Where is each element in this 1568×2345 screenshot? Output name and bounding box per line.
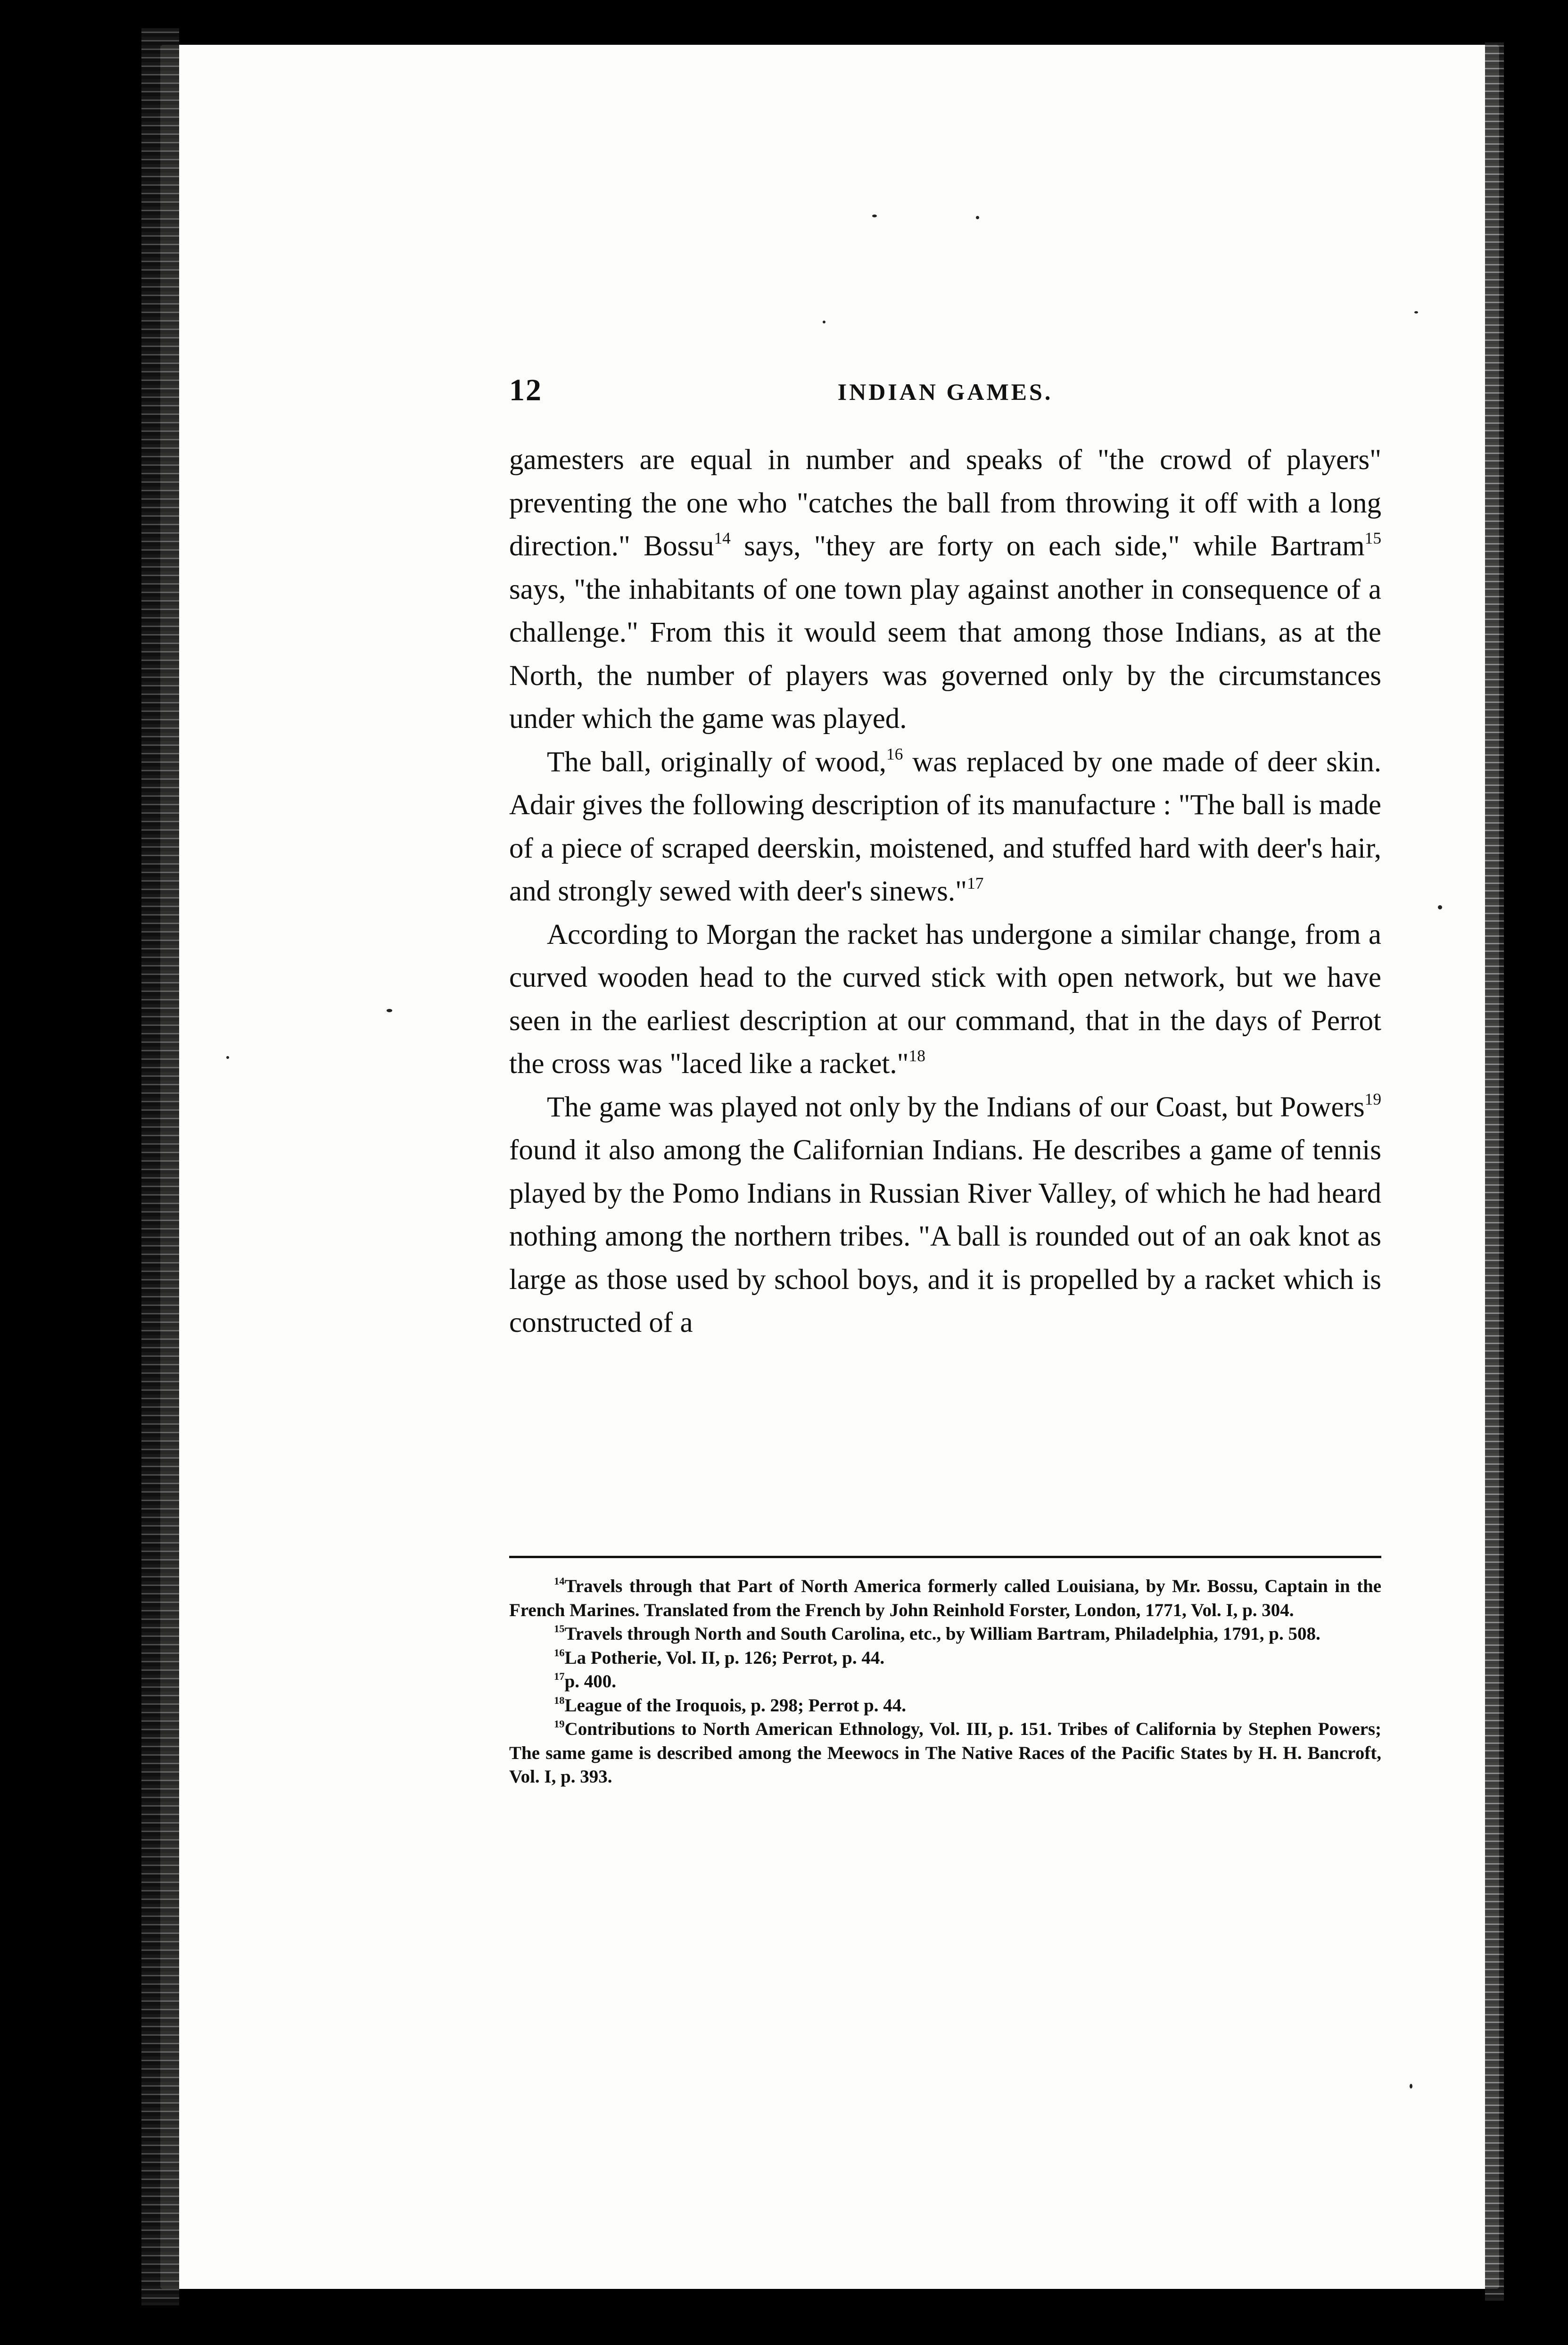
page-edge-right: [1485, 42, 1504, 2301]
footnote-reference: 18: [908, 1046, 925, 1065]
footnote-reference: 14: [714, 528, 731, 548]
body-text-run: gamesters are equal in number and speaks of "the crowd of players" preventing the one who "catches the ball from throwing it off with a long direction." Bossu: [509, 444, 1381, 562]
footnote: [509, 1646, 1381, 1670]
footnote-mark: 17: [554, 1670, 565, 1683]
footnote: [509, 1622, 1381, 1646]
footnote: [509, 1717, 1381, 1789]
body-text-run: The ball, originally of wood,: [547, 746, 887, 778]
footnote-text: La Potherie, Vol. II, p. 126; Perrot, p. 44.: [564, 1647, 885, 1668]
footnote: [509, 1670, 1381, 1694]
body-text: [509, 438, 1381, 1345]
page-number: 12: [509, 373, 542, 407]
body-paragraph: [509, 1086, 1381, 1345]
footnote-mark: 16: [554, 1646, 565, 1659]
body-text-run: The game was played not only by the Indians of our Coast, but Powers: [547, 1091, 1365, 1123]
footnote-text: p. 400.: [564, 1671, 617, 1692]
body-text-run: says, "they are forty on each side," while Bartram: [730, 530, 1365, 562]
footnote-reference: 15: [1364, 528, 1382, 548]
footnote-reference: 17: [967, 874, 984, 893]
footnote-mark: 19: [554, 1718, 565, 1730]
footnote-mark: 15: [554, 1623, 565, 1635]
footnote-text: Travels through that Part of North America formerly called Louisiana, by Mr. Bossu, Captain in the French Marines. Translated from the French by John Reinhold Forster, London, 1771, Vol. I, p. 304.: [509, 1576, 1381, 1620]
body-text-run: found it also among the Californian Indians. He describes a game of tennis played by the Pomo Indians in Russian River Valley, of which he had heard nothing among the northern tribes. "A ball is rounded out of an oak knot as large as those used by school boys, and it is propelled by a racket which is constructed of a: [509, 1134, 1381, 1338]
footnote-text: Contributions to North American Ethnology, Vol. III, p. 151. Tribes of California by Stephen Powers; The same game is described among the Meewocs in The Native Races of the Pacific States by H. H. Bancroft, Vol. I, p. 393.: [509, 1719, 1381, 1787]
footnote: [509, 1575, 1381, 1622]
body-text-run: says, "the inhabitants of one town play against another in consequence of a challenge." From this it would seem that among those Indians, as at the North, the number of players was governed only by the circumstances under which the game was played.: [509, 573, 1381, 735]
body-paragraph: [509, 438, 1381, 741]
footnotes: [509, 1575, 1381, 1789]
footnote: [509, 1694, 1381, 1718]
footnote-mark: 14: [554, 1575, 565, 1587]
running-head: INDIAN GAMES.: [837, 379, 1053, 405]
body-text-run: According to Morgan the racket has undergone a similar change, from a curved wooden head to the curved stick with open network, but we have seen in the earliest description at our command, that in the days of Perrot the cross was "laced like a racket.": [509, 918, 1381, 1080]
footnote-text: League of the Iroquois, p. 298; Perrot p. 44.: [564, 1695, 906, 1716]
page-edge-left: [141, 28, 179, 2305]
page-header: [509, 372, 1381, 424]
footnote-rule: [509, 1556, 1381, 1558]
footnote-text: Travels through North and South Carolina, etc., by William Bartram, Philadelphia, 1791, p. 508.: [564, 1624, 1320, 1644]
body-text-run: was replaced by one made of deer skin. Adair gives the following description of its manufacture : "The ball is made of a piece of scraped deerskin, moistened, and stuffed hard with deer's hair, and strongly sewed with deer's sinews.": [509, 746, 1382, 907]
footnote-mark: 18: [554, 1694, 565, 1706]
footnote-reference: 16: [886, 744, 903, 763]
footnote-reference: 19: [1364, 1089, 1381, 1108]
body-paragraph: [509, 741, 1381, 913]
body-paragraph: [509, 913, 1381, 1086]
